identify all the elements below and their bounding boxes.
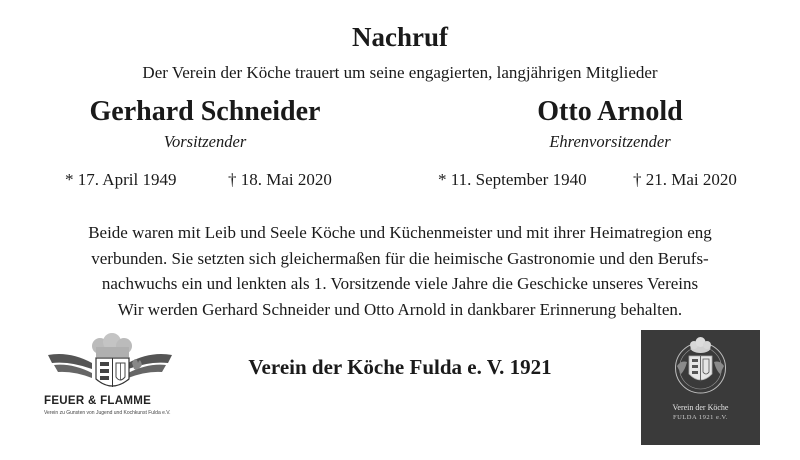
person-birth-date-2: * 11. September 1940 [438,170,587,189]
chef-hat-wings-icon [40,333,180,395]
person-role-2: Ehrenvorsitzender [549,132,671,151]
feuer-flamme-logo [40,333,180,423]
crest-icon [641,330,760,400]
person-name-2: Otto Arnold [537,96,683,127]
logo-subtitle: Verein zu Gunsten von Jugend und Kochkunst Fulda e.V. [44,410,171,416]
person-role-1: Vorsitzender [163,132,247,151]
signature: Verein der Köche Fulda e. V. 1921 [248,355,552,379]
verein-badge-logo [641,330,760,445]
body-line: nachwuchs ein und lenkten als 1. Vorsitzende viele Jahre die Geschicke unseres Vereins [101,274,699,293]
body-line: Beide waren mit Leib und Seele Köche und Küchenmeister und mit ihrer Heimatregion eng [88,223,712,242]
person-death-date-2: † 21. Mai 2020 [633,170,737,189]
logo-title: FEUER & FLAMME [44,395,152,407]
intro-text: Der Verein der Köche trauert um seine engagierten, langjährigen Mitglieder [142,63,658,82]
person-name-1: Gerhard Schneider [89,96,321,127]
body-line: verbunden. Sie setzten sich gleichermaßen für die heimische Gastronomie und den Berufs- [91,248,709,268]
page-title: Nachruf [352,22,448,52]
closing-line: Wir werden Gerhard Schneider und Otto Arnold in dankbarer Erinnerung behalten. [117,300,683,319]
person-birth-date-1: * 17. April 1949 [65,170,177,189]
body-paragraph [40,220,760,297]
badge-subtitle: FULDA 1921 e.V. [672,414,729,421]
badge-title: Verein der Köche [672,403,729,412]
person-death-date-1: † 18. Mai 2020 [228,170,332,189]
